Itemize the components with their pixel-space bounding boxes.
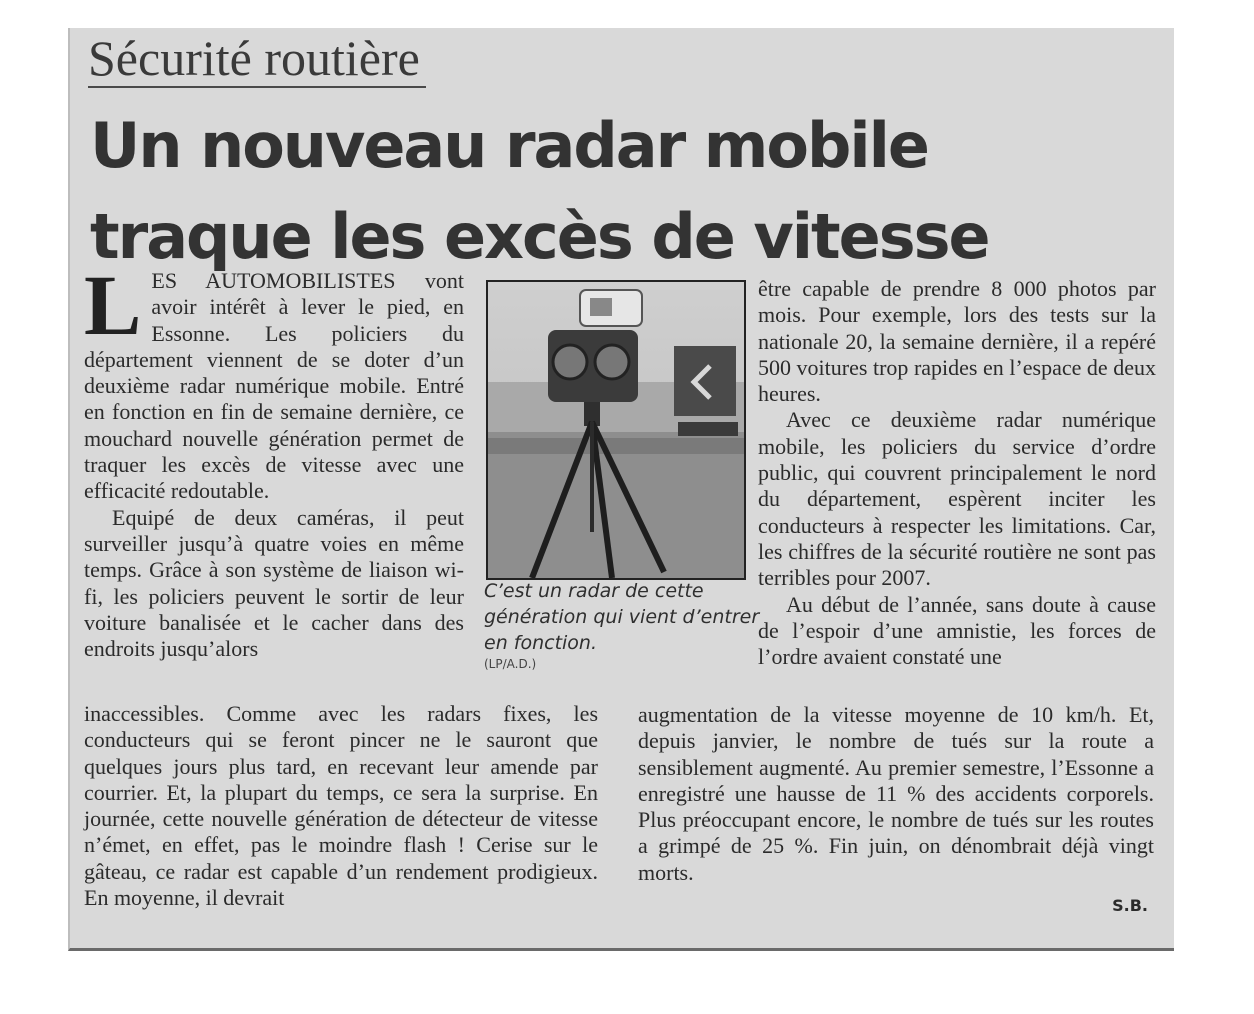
headline-line-1: Un nouveau radar mobile xyxy=(90,109,928,182)
radar-photo xyxy=(486,280,746,580)
article-column-2-continued xyxy=(638,702,1154,912)
paragraph-police: Avec ce deuxième radar numérique mobile, les policiers du service d’ordre public, qui couvrent principalement le nord du département, espèrent inciter les conducteurs à respecter les limitations. Car, les chiffres de la sécurité routière ne sont pas terribles pour 2007. xyxy=(758,407,1156,591)
paragraph-fines: inaccessibles. Comme avec les radars fixes, les conducteurs qui se feront pincer ne le sauront que quelques jours plus tard, en recevant leur amende par courrier. Et, la plupart du temps, ce sera la surprise. En journée, cette nouvelle génération de détecteur de vitesse n’émet, en effet, pas le moindre flash ! Cerise sur le gâteau, ce radar est capable d’un rendement prodigieux. En moyenne, il devrait xyxy=(84,701,598,911)
caption-text: C’est un radar de cette génération qui vient d’entrer en fonction. xyxy=(484,580,760,654)
photo-caption xyxy=(484,578,764,672)
paragraph-amnesty: Au début de l’année, sans doute à cause de l’espoir d’une amnistie, les forces de l’ordre avaient constaté une xyxy=(758,591,1156,670)
article-column-2 xyxy=(758,276,1156,706)
paragraph-statistics: augmentation de la vitesse moyenne de 10 km/h. Et, depuis janvier, le nombre de tués sur la route a sensiblement augmenté. Au premier semestre, l’Essonne a enregistré une hausse de 11 % des accidents corporels. Plus préoccupant encore, le nombre de tués sur les routes a grimpé de 25 %. Fin juin, on dénombrait déjà vingt morts. xyxy=(638,702,1154,885)
author-signature: S.B. xyxy=(1112,896,1148,915)
article-column-1 xyxy=(84,257,464,713)
intro-text: ES AUTOMOBILISTES vont avoir intérêt à lever le pied, en Essonne. Les policiers du département viennent de se doter d’un deuxième radar numérique mobile. Entré en fonction en fin de semaine dernière, ce mouchard nouvelle génération permet de traquer les excès de vitesse avec une efficacité redoutable. xyxy=(84,268,464,504)
paragraph-intro xyxy=(84,257,464,505)
paragraph-photos: être capable de prendre 8 000 photos par mois. Pour exemple, lors des tests sur la nationale 20, la semaine dernière, il a repéré 500 voitures trop rapides en l’espace de deux heures. xyxy=(758,276,1156,407)
radar-image xyxy=(488,282,744,578)
article-column-1-continued xyxy=(84,701,598,916)
paragraph-cameras: Equipé de deux caméras, il peut surveiller jusqu’à quatre voies en même temps. Grâce à son système de liaison wi-fi, les policiers peuvent le sortir de leur voiture banalisée et le cacher dans des endroits jusqu’alors xyxy=(84,504,464,662)
newspaper-clipping xyxy=(68,28,1174,951)
photo-credit: (LP/A.D.) xyxy=(484,657,537,671)
section-rubric: Sécurité routière xyxy=(88,30,426,88)
article-headline xyxy=(90,100,989,282)
drop-cap: L xyxy=(84,257,142,353)
headline-line-2: traque les excès de vitesse xyxy=(90,200,989,273)
